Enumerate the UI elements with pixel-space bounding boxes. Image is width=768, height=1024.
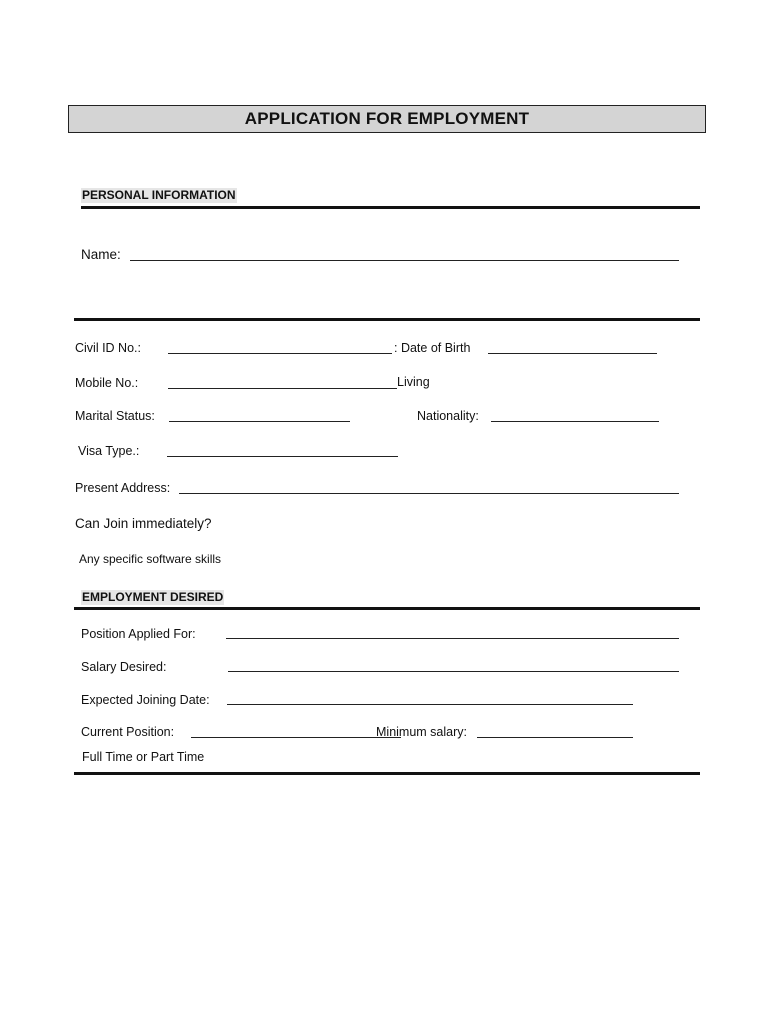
date-of-birth-label: : Date of Birth xyxy=(394,341,471,355)
nationality-field[interactable] xyxy=(491,421,659,422)
position-applied-field[interactable] xyxy=(226,638,679,639)
section-divider xyxy=(74,607,700,610)
present-address-label: Present Address: xyxy=(75,481,171,495)
employment-section-heading: EMPLOYMENT DESIRED xyxy=(82,590,224,604)
mobile-label: Mobile No.: xyxy=(75,376,139,390)
marital-status-label: Marital Status: xyxy=(75,409,155,423)
join-immediately-label: Can Join immediately? xyxy=(75,516,212,531)
personal-section-heading: PERSONAL INFORMATION xyxy=(82,188,236,202)
marital-status-field[interactable] xyxy=(169,421,350,422)
visa-type-field[interactable] xyxy=(167,456,398,457)
section-divider xyxy=(74,318,700,321)
name-label: Name: xyxy=(81,247,121,262)
name-field[interactable] xyxy=(130,260,679,261)
software-skills-label: Any specific software skills xyxy=(79,552,222,566)
civil-id-field[interactable] xyxy=(168,353,392,354)
present-address-field[interactable] xyxy=(179,493,679,494)
visa-type-label: Visa Type.: xyxy=(78,444,140,458)
date-of-birth-field[interactable] xyxy=(488,353,657,354)
joining-date-field[interactable] xyxy=(227,704,633,705)
section-divider xyxy=(81,206,700,209)
minimum-salary-field[interactable] xyxy=(477,737,633,738)
salary-desired-field[interactable] xyxy=(228,671,679,672)
nationality-label: Nationality: xyxy=(417,409,479,423)
current-position-label: Current Position: xyxy=(81,725,175,739)
joining-date-label: Expected Joining Date: xyxy=(81,693,210,707)
full-or-part-time-label: Full Time or Part Time xyxy=(82,750,205,764)
minimum-salary-label: Minimum salary: xyxy=(376,725,467,739)
current-position-field[interactable] xyxy=(191,737,401,738)
living-label: Living xyxy=(397,375,430,389)
form-title: APPLICATION FOR EMPLOYMENT xyxy=(68,105,706,133)
civil-id-label: Civil ID No.: xyxy=(75,341,141,355)
section-divider xyxy=(74,772,700,775)
salary-desired-label: Salary Desired: xyxy=(81,660,167,674)
mobile-field[interactable] xyxy=(168,388,397,389)
position-applied-label: Position Applied For: xyxy=(81,627,196,641)
